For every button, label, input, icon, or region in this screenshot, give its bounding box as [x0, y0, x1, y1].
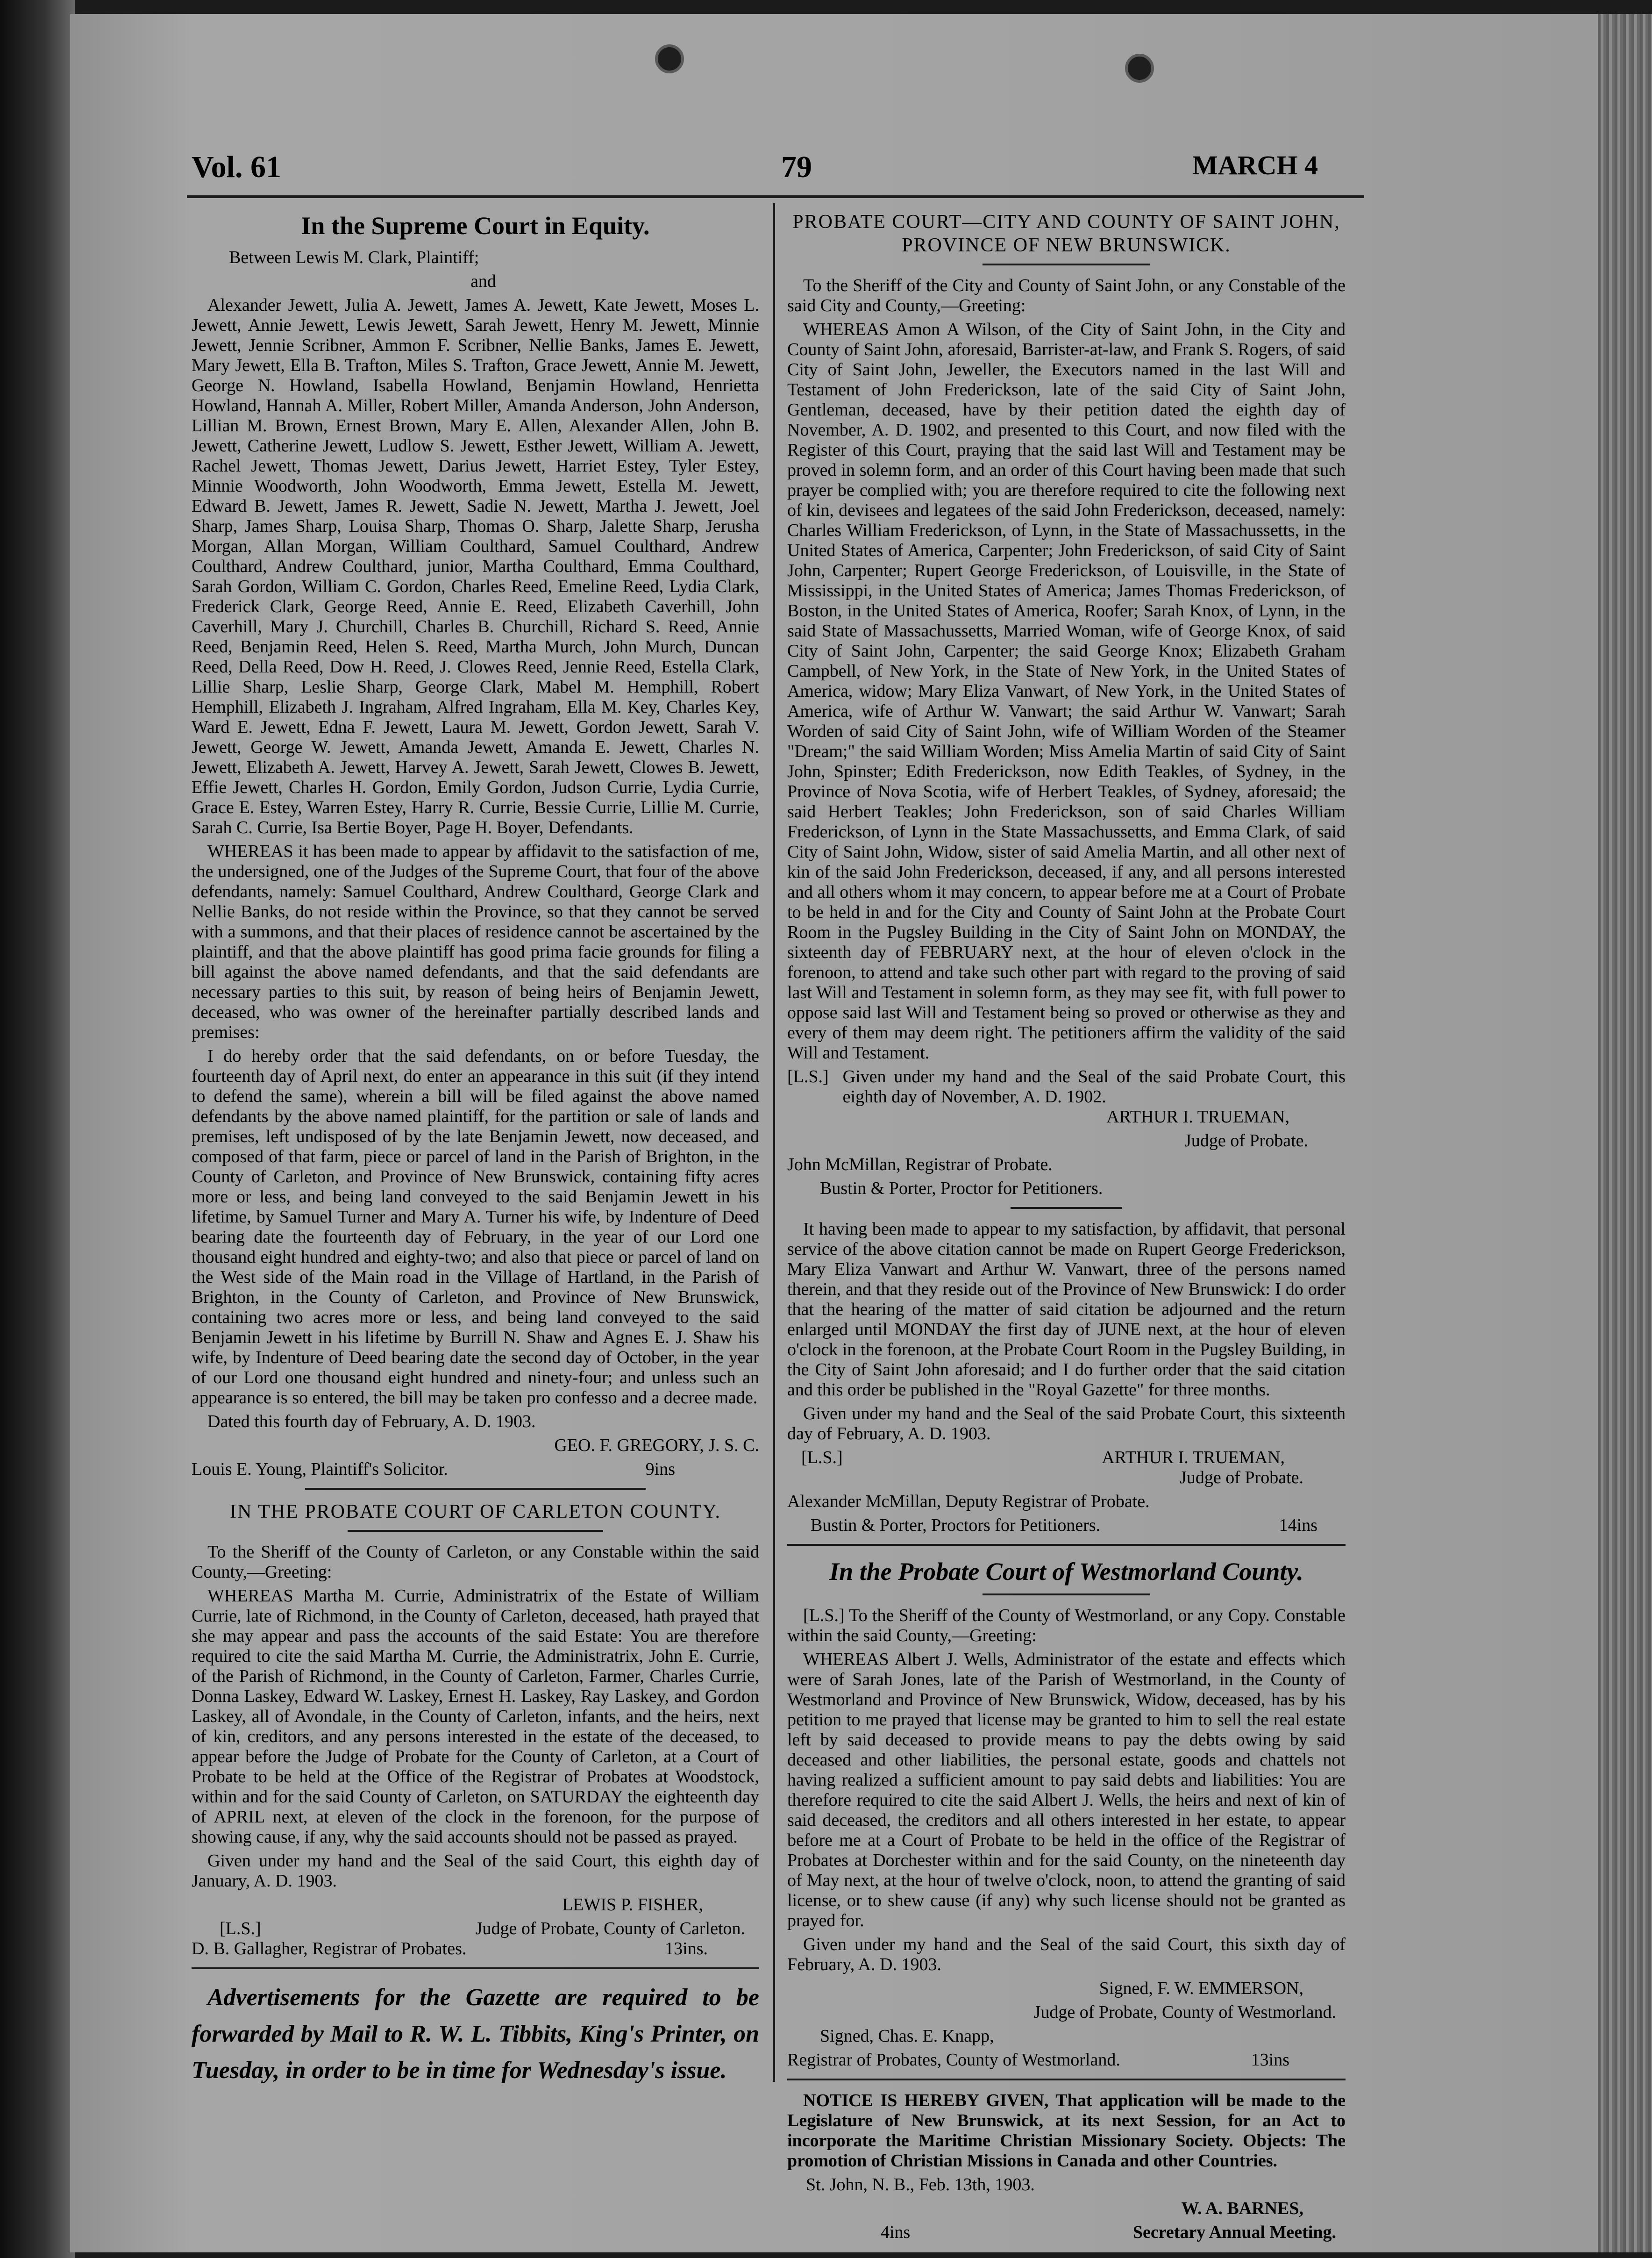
divider: [983, 1593, 1150, 1595]
divider: [305, 1488, 646, 1490]
saint-john-seal-2: [L.S.]: [801, 1448, 843, 1467]
left-column: [192, 210, 759, 2093]
background-shadow: [0, 0, 75, 2258]
notice-signature: W. A. BARNES,: [1181, 2199, 1303, 2218]
header-rule: [187, 195, 1364, 198]
saint-john-deputy: Alexander McMillan, Deputy Registrar of Probate.: [787, 1492, 1150, 1511]
saint-john-greeting: To the Sheriff of the City and County of Saint John, or any Constable of the said City and County,—Greeting:: [787, 276, 1346, 315]
saint-john-body: WHEREAS Amon A Wilson, of the City of Saint John, in the City and County of Saint John, aforesaid, Barrister-at-law, and Frank S. Rogers, of said City of Saint John, Jeweller, the Executors named in the last Will and Testament of John Frederickson, late of the said City of Saint John, Gentleman, deceased, have by their petition dated the eighth day of November, A. D. 1902, and presented to this Court, and now filed with the Register of this Court, praying that the said last Will and Testament may be proved in solemn form, and an order of this Court having been made that such prayer be complied with; you are therefore required to cite the following next of kin, devisees and legatees of the said John Frederickson, deceased, namely: Charles William Frederickson, of Lynn, in the State of Massachussetts, in the United States of America, Carpenter; John Frederickson, of said City of Saint John, Carpenter; Rupert George Frederickson, of Louisville, in the State of Mississippi, in the United States of America; James Thomas Frederickson, of Boston, in the United States of America, Roofer; Sarah Knox, of Lynn, in the said State of Massachussetts, Married Woman, wife of George Knox, of said City of Saint John, Carpenter; the said George Knox; Elizabeth Graham Campbell, of New York, in the State of New York, in the United States of America, widow; Mary Eliza Vanwart, of New York, in the United States of America, wife of Arthur W. Vanwart; the said Arthur W. Vanwart; Sarah Worden of said City of Saint John, wife of William Worden of the Steamer "Dream;" the said William Worden; Miss Amelia Martin of said City of Saint John, Spinster; Edith Frederickson, now Edith Teakles, of Sydney, in the Province of Nova Scotia, wife of Herbert Teakles, of Sydney, aforesaid; the said Herbert Teakles; John Frederickson, son of said Charles William Frederickson, of Lynn in the State Massachussetts, and Emma Clark, of said City of Saint John, Widow, sister of said Amelia Martin, and all other next of kin of the said John Frederickson, deceased, if any, and all persons interested and all others whom it may concern, to appear before me at a Court of Probate to be held in and for the City and County of Saint John at the Probate Court Room in the Pugsley Building in the City of Saint John on MONDAY, the sixteenth day of FEBRUARY next, at the hour of eleven o'clock in the forenoon, to attend and take such other part with regard to the proving of said last Will and Testament in solemn form, as they may see fit, with full power to oppose said last Will and Testament being so proved or otherwise as they and every of them may deem right. The petitioners affirm the validity of the said Will and Testament.: [787, 320, 1346, 1063]
saint-john-seal: [L.S.]: [787, 1067, 829, 1086]
westmorland-body: WHEREAS Albert J. Wells, Administrator of the estate and effects which were of Sarah Jones, late of the Parish of Westmorland, in the County of Westmorland and Province of New Brunswick, Widow, deceased, has by his petition to me prayed that license may be granted to him to sell the real estate left by said deceased to provide means to pay the debts owing by said deceased and other liabilities, the personal estate, goods and chattels not having realized a sufficient amount to pay said debts and liabilities: You are therefore required to cite the said Albert J. Wells, the heirs and next of kin of said deceased, the creditors and all others interested in her estate, to appear before me at a Court of Probate to be held in the office of the Registrar of Probates at Dorchester within and for the said County, on the nineteenth day of May next, at the hour of twelve o'clock, noon, to attend the granting of said license, or to shew cause (if any) why such license should not be granted as prayed for.: [787, 1650, 1346, 1930]
equity-solicitor: Louis E. Young, Plaintiff's Solicitor.: [192, 1459, 448, 1479]
notice-role: Secretary Annual Meeting.: [1132, 2222, 1336, 2242]
equity-and: and: [470, 272, 496, 291]
saint-john-proctor: Bustin & Porter, Proctor for Petitioners.: [820, 1179, 1103, 1198]
carleton-greeting: To the Sheriff of the County of Carleton, or any Constable within the said County,—Greeting:: [192, 1542, 759, 1582]
divider: [348, 1530, 603, 1532]
column-divider: [773, 203, 775, 2082]
carleton-seal: [L.S.]: [220, 1919, 261, 1938]
saint-john-registrar: John McMillan, Registrar of Probate.: [787, 1155, 1053, 1174]
equity-between: Between Lewis M. Clark, Plaintiff;: [229, 248, 479, 267]
volume-label: Vol. 61: [192, 150, 281, 184]
carleton-body: WHEREAS Martha M. Currie, Administratrix of the Estate of William Currie, late of Richmond, in the County of Carleton, deceased, hath prayed that she may appear and pass the accounts of the said Estate: You are therefore required to cite the said Martha M. Currie, the Administratrix, John E. Currie, of the Parish of Richmond, in the County of Carleton, Farmer, Charles Currie, Donna Laskey, Edward W. Laskey, Ernest H. Laskey, Ray Laskey, and Gordon Laskey, all of Avondale, in the County of Carleton, infants, and the heirs, next of kin, creditors, and any persons interested in the estate of the deceased, to appear before the Judge of Probate for the County of Carleton, at a Court of Probate to be held at the Office of the Registrar of Probates at Woodstock, within and for the said County of Carleton, on SATURDAY the eighteenth day of APRIL next, at eleven of the clock in the forenoon, for the purpose of showing cause, if any, why the said accounts should not be passed as prayed.: [192, 1586, 759, 1847]
equity-signature: GEO. F. GREGORY, J. S. C.: [554, 1436, 759, 1455]
issue-date: MARCH 4: [1192, 150, 1318, 180]
binding-hole-right: [1125, 54, 1154, 83]
notice-ins: 4ins: [881, 2222, 911, 2242]
equity-paragraph-1: WHEREAS it has been made to appear by affidavit to the satisfaction of me, the undersigned, one of the Judges of the Supreme Court, that four of the above defendants, namely: Samuel Coulthard, Andrew Coulthard, George Clark and Nellie Banks, do not reside within the Province, so that they cannot be served with a summons, and that their places of residence cannot be ascertained by the plaintiff, and that the above plaintiff has good prima facie grounds for filing a bill against the above named defendants, and that the said defendants are necessary parties to this suit, by reason of being heirs of Benjamin Jewett, deceased, who was owner of the hereinafter partially described lands and premises:: [192, 842, 759, 1042]
saint-john-title: PROBATE COURT—CITY AND COUNTY OF SAINT JOHN, PROVINCE OF NEW BRUNSWICK.: [792, 211, 1340, 256]
westmorland-signed: Signed, Chas. E. Knapp,: [820, 2026, 994, 2046]
page-number: 79: [781, 150, 812, 184]
divider: [983, 264, 1150, 265]
equity-footer: [192, 1459, 759, 1479]
westmorland-signature: Signed, F. W. EMMERSON,: [1099, 1979, 1303, 1998]
binding-hole-left: [655, 44, 684, 73]
divider: [787, 2079, 1346, 2080]
saint-john-signature-line-2: [787, 1448, 1346, 1468]
carleton-given: Given under my hand and the Seal of the said Court, this eighth day of January, A. D. 1903.: [192, 1851, 759, 1891]
westmorland-registrar-line: [787, 2050, 1346, 2070]
equity-title: In the Supreme Court in Equity.: [301, 212, 650, 240]
equity-dated: Dated this fourth day of February, A. D. 1903.: [207, 1412, 536, 1431]
westmorland-title: In the Probate Court of Westmorland County.: [829, 1558, 1303, 1586]
saint-john-given: Given under my hand and the Seal of the said Probate Court, this eighth day of November, A. D. 1902.: [842, 1067, 1346, 1107]
notice-place-date: St. John, N. B., Feb. 13th, 1903.: [806, 2175, 1035, 2194]
saint-john-judge: Judge of Probate.: [1184, 1131, 1308, 1150]
page-stack-edge: [1598, 14, 1652, 2252]
equity-defendants: Alexander Jewett, Julia A. Jewett, James A. Jewett, Kate Jewett, Moses L. Jewett, Annie Jewett, Lewis Jewett, Sarah Jewett, Henry M. Jewett, Minnie Jewett, Jennie Scribner, Ammon F. Scribner, Nellie Banks, James E. Jewett, Mary Jewett, Ella B. Trafton, Miles S. Trafton, Grace Jewett, Annie M. Jewett, George N. Howland, Isabella Howland, Benjamin Howland, Henrietta Howland, Hannah A. Miller, Robert Miller, Amanda Anderson, John Anderson, Lillian M. Brown, Ernest Brown, Mary E. Allen, Alexander Allen, John B. Jewett, Catherine Jewett, Ludlow S. Jewett, Esther Jewett, William A. Jewett, Rachel Jewett, Thomas Jewett, Darius Jewett, Harriet Estey, Tyler Estey, Minnie Woodworth, John Woodworth, Emma Jewett, Estella M. Jewett, Edward B. Jewett, James R. Jewett, Sadie N. Jewett, Martha J. Jewett, Joel Sharp, James Sharp, Louisa Sharp, Thomas O. Sharp, Jalette Sharp, Jerusha Morgan, Allan Morgan, William Coulthard, Samuel Coulthard, Andrew Coulthard, Andrew Coulthard, junior, Martha Coulthard, Emma Coulthard, Sarah Gordon, William C. Gordon, Charles Reed, Emeline Reed, Lydia Clark, Frederick Clark, George Reed, Annie E. Reed, Elizabeth Caverhill, John Caverhill, Mary J. Churchill, Charles B. Churchill, Richard S. Reed, Annie Reed, Benjamin Reed, Helen S. Reed, Martha Murch, John Murch, Duncan Reed, Della Reed, Dow H. Reed, J. Clowes Reed, Jennie Reed, Estella Clark, Lillie Sharp, Leslie Sharp, George Clark, Mabel M. Hemphill, Robert Hemphill, Elizabeth J. Ingraham, Alfred Ingraham, Ella M. Key, Charles Key, Ward E. Jewett, Edna F. Jewett, Laura M. Jewett, Gordon Jewett, Sarah V. Jewett, George W. Jewett, Amanda Jewett, Amanda E. Jewett, Charles N. Jewett, Elizabeth A. Jewett, Harvey A. Jewett, Sarah Jewett, Clowes B. Jewett, Effie Jewett, Charles H. Gordon, Emily Gordon, Judson Currie, Lydia Currie, Grace E. Estey, Warren Estey, Harry R. Currie, Bessie Currie, Lillie M. Currie, Sarah C. Currie, Isa Bertie Boyer, Page H. Boyer, Defendants.: [192, 295, 759, 837]
westmorland-greeting: [L.S.] To the Sheriff of the County of Westmorland, or any Copy. Constable within the said County,—Greeting:: [787, 1606, 1346, 1645]
saint-john-signature: ARTHUR I. TRUEMAN,: [1106, 1107, 1289, 1127]
carleton-signature: LEWIS P. FISHER,: [562, 1895, 703, 1915]
carleton-ins: 13ins.: [665, 1939, 708, 1958]
saint-john-judge-2: Judge of Probate.: [1180, 1468, 1303, 1487]
saint-john-signature-2: ARTHUR I. TRUEMAN,: [1102, 1448, 1285, 1467]
saint-john-ins: 14ins: [1279, 1515, 1317, 1535]
carleton-judge: Judge of Probate, County of Carleton.: [475, 1919, 745, 1938]
westmorland-ins: 13ins: [1251, 2050, 1289, 2070]
saint-john-proctors: Bustin & Porter, Proctors for Petitioners.: [811, 1515, 1101, 1535]
equity-paragraph-2: I do hereby order that the said defendants, on or before Tuesday, the fourteenth day of April next, do enter an appearance in this suit (if they intend to defend the same), wherein a bill will be filed against the above named defendants by the above named plaintiff, for the partition or sale of lands and premises, left undisposed of by the late Benjamin Jewett, now deceased, and composed of that farm, piece or parcel of land in the Parish of Brighton, in the County of Carleton, and Province of New Brunswick, containing fifty acres more or less, and being land conveyed to the said Benjamin Jewett in his lifetime, by Samuel Turner and Mary A. Turner his wife, by Indenture of Deed bearing date the fourteenth day of February, in the year of our Lord one thousand eight hundred and eighty-two; and also that piece or parcel of land on the West side of the Main road in the Village of Hartland, in the Parish of Brighton, in the County of Carleton, and Province of New Brunswick, containing two acres more or less, and being land conveyed to the said Benjamin Jewett in his lifetime by Burrill N. Shaw and Agnes E. J. Shaw his wife, by Indenture of Deed bearing date the second day of October, in the year of our Lord one thousand eight hundred and ninety-four; and unless such an appearance is so entered, the bill may be taken pro confesso and a decree made.: [192, 1046, 759, 1408]
westmorland-registrar: Registrar of Probates, County of Westmorland.: [787, 2050, 1120, 2070]
notice-footer: [787, 2222, 1346, 2243]
divider: [1011, 1207, 1122, 1209]
carleton-seal-line: [192, 1919, 759, 1939]
saint-john-proctors-line: [787, 1515, 1346, 1536]
saint-john-order: It having been made to appear to my satisfaction, by affidavit, that personal service of the above citation cannot be made on Rupert George Frederickson, Mary Eliza Vanwart and Arthur W. Vanwart, three of the persons named therein, and that they reside out of the Province of New Brunswick: I do order that the hearing of the matter of said citation be adjourned and the return enlarged until MONDAY the first day of JUNE next, at the hour of eleven o'clock in the forenoon, at the Probate Court Room in the Pugsley Building, in the City of Saint John aforesaid; and I do further order that the said citation and this order be published in the "Royal Gazette" for three months.: [787, 1219, 1346, 1400]
westmorland-given: Given under my hand and the Seal of the said Court, this sixth day of February, A. D. 1903.: [787, 1935, 1346, 1974]
notice-body: NOTICE IS HEREBY GIVEN, That application will be made to the Legislature of New Brunswick, at its next Session, for an Act to incorporate the Maritime Christian Missionary Society. Objects: The promotion of Christian Missions in Canada and other Countries.: [787, 2091, 1346, 2171]
advertisement-notice: Advertisements for the Gazette are required to be forwarded by Mail to R. W. L. Tibbits, King's Printer, on Tuesday, in order to be in time for Wednesday's issue.: [192, 1984, 759, 2084]
saint-john-given-2: Given under my hand and the Seal of the said Probate Court, this sixteenth day of February, A. D. 1903.: [787, 1404, 1346, 1443]
carleton-title: IN THE PROBATE COURT OF CARLETON COUNTY.: [230, 1501, 721, 1522]
carleton-registrar-line: [192, 1939, 759, 1959]
equity-ins: 9ins: [645, 1459, 675, 1479]
divider: [192, 1967, 759, 1969]
westmorland-judge: Judge of Probate, County of Westmorland.: [1033, 2002, 1336, 2022]
right-column: [787, 210, 1346, 2243]
divider: [787, 1544, 1346, 1546]
saint-john-given-line: [787, 1067, 1346, 1107]
carleton-registrar: D. B. Gallagher, Registrar of Probates.: [192, 1939, 467, 1958]
